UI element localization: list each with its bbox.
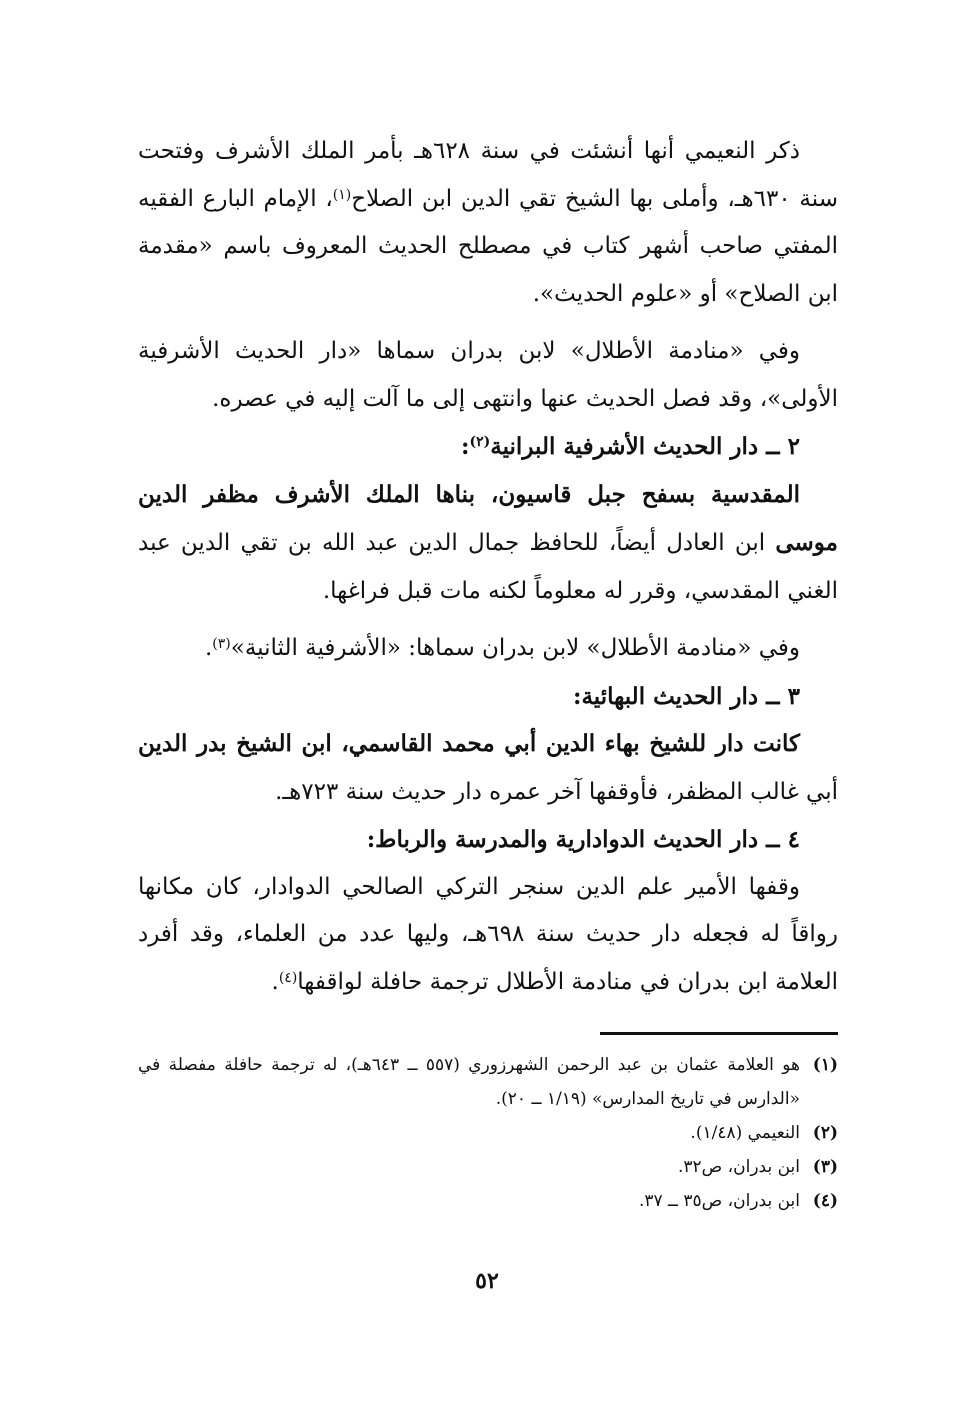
footnote-1 — [138, 1048, 838, 1116]
paragraph-1-text-cont: ، الإمام البارع الفقيه المفتي صاحب أشهر كتاب في مصطلح الحديث المعروف باسم «مقدمة ابن الصلاح» أو «علوم الحديث». — [138, 185, 838, 307]
paragraph-4-text: وفي «منادمة الأطلال» لابن بدران سماها: «الأشرفية الثانية» — [230, 635, 800, 661]
footnote-4 — [138, 1184, 838, 1218]
paragraph-5-bold: كانت دار للشيخ بهاء الدين أبي محمد القاسمي، ابن الشيخ بدر الدين — [138, 730, 800, 757]
footnote-ref-3[interactable]: (٣) — [212, 636, 231, 652]
footnote-ref-4[interactable]: (٤) — [278, 969, 298, 986]
page-number: ٥٢ — [475, 1268, 499, 1294]
footnote-4-number: (٤) — [812, 1191, 838, 1211]
heading-2-text: ٢ ــ دار الحديث الأشرفية البرانية — [490, 433, 800, 460]
footnote-2-text: النعيمي (١/٤٨). — [690, 1123, 800, 1143]
paragraph-6-end: . — [271, 968, 279, 995]
footnote-ref-1[interactable]: (١) — [332, 186, 352, 203]
footnote-divider — [600, 1032, 838, 1035]
paragraph-5-text: أبي غالب المظفر، فأوقفها آخر عمره دار حديث سنة ٧٢٣هـ. — [275, 778, 838, 805]
paragraph-1-text: ذكر النعيمي أنها أنشئت في سنة ٦٢٨هـ بأمر الملك الأشرف وفتحت سنة ٦٣٠هـ، وأملى بها الشيخ تقي الدين ابن الصلاح — [138, 138, 838, 212]
footnote-2 — [138, 1116, 838, 1150]
paragraph-5 — [138, 720, 838, 816]
footnote-1-number: (١) — [812, 1055, 838, 1075]
paragraph-4-end: . — [204, 635, 213, 661]
footnote-3-number: (٣) — [812, 1157, 838, 1177]
heading-2 — [138, 423, 838, 471]
footnote-1-text: هو العلامة عثمان بن عبد الرحمن الشهرزوري (٥٥٧ ــ ٦٤٣هـ)، له ترجمة حافلة مفصلة في «الدارس في تاريخ المدارس» (١/١٩ ــ ٢٠). — [138, 1055, 801, 1109]
footnote-4-text: ابن بدران، ص٣٥ ــ ٣٧. — [638, 1191, 800, 1211]
paragraph-6 — [138, 864, 838, 1007]
footnote-3 — [138, 1150, 838, 1184]
footnote-3-text: ابن بدران، ص٣٢. — [678, 1157, 800, 1177]
paragraph-1 — [138, 128, 838, 318]
paragraph-3-bold: المقدسية بسفح جبل قاسيون، بناها الملك الأشرف مظفر الدين موسى — [138, 480, 838, 556]
footnote-2-number: (٢) — [812, 1123, 838, 1143]
heading-3: ٣ ــ دار الحديث البهائية: — [572, 682, 800, 710]
main-text — [138, 128, 838, 1006]
paragraph-3 — [138, 471, 838, 616]
paragraph-6-text: وقفها الأمير علم الدين سنجر التركي الصالحي الدوادار، كان مكانها رواقاً له فجعله دار حديث سنة ٦٩٨هـ، وليها عدد من العلماء، وقد أفرد العلامة ابن بدران في منادمة الأطلال ترجمة حافلة لواقفها — [138, 873, 838, 995]
heading-2-colon: : — [460, 433, 470, 460]
paragraph-4 — [138, 625, 838, 673]
paragraph-2: وفي «منادمة الأطلال» لابن بدران سماها «دار الحديث الأشرفية الأولى»، وقد فصل الحديث عنها وانتهى إلى ما آلت إليه في عصره. — [138, 338, 838, 412]
footnotes — [138, 1048, 838, 1218]
paragraph-3-text: ابن العادل أيضاً، للحافظ جمال الدين عبد الله بن تقي الدين عبد الغني المقدسي، وقرر له معلوماً لكنه مات قبل فراغها. — [138, 530, 838, 604]
heading-4: ٤ ــ دار الحديث الدوادارية والمدرسة والرباط: — [366, 826, 800, 853]
footnote-ref-2[interactable]: (٢) — [469, 434, 491, 450]
